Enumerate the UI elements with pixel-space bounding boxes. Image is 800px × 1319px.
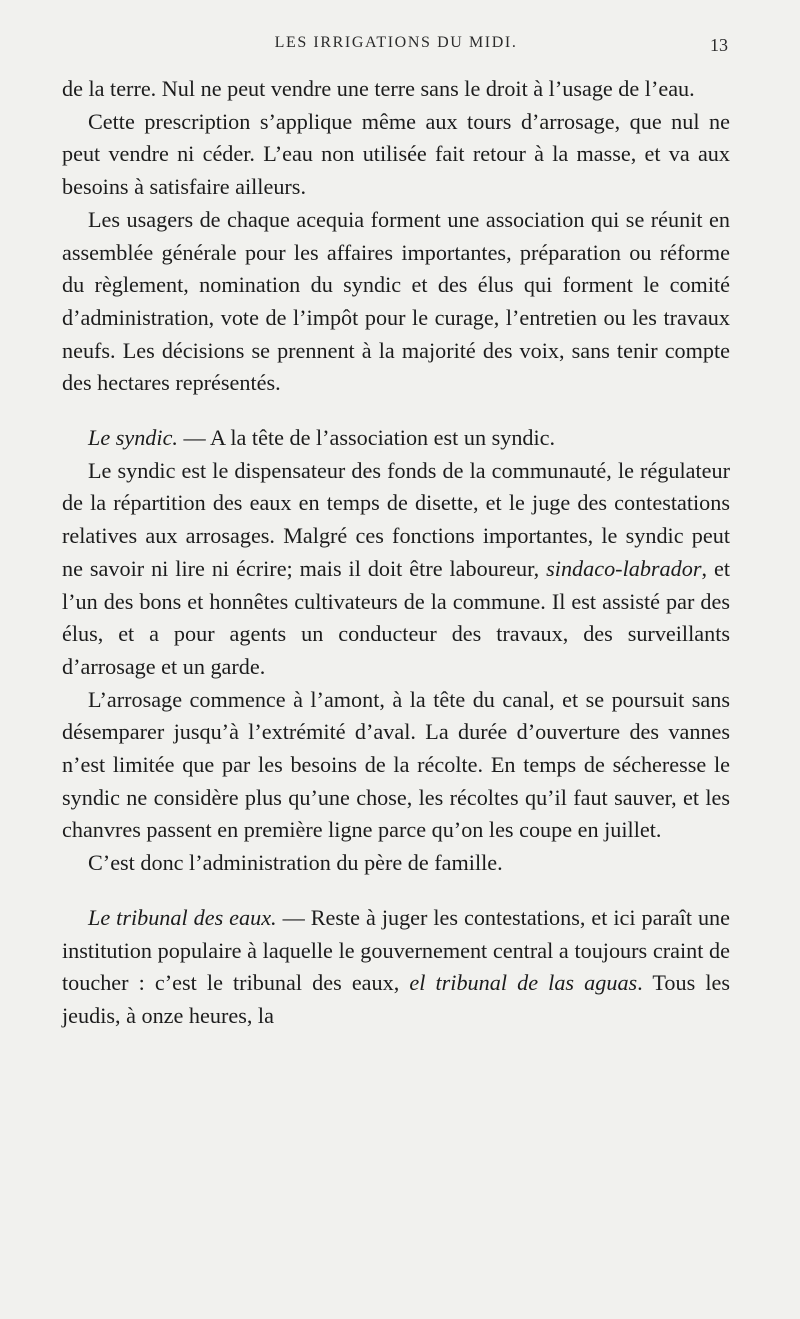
paragraph-text: Le syndic est le dispensateur des fonds de la communauté, le régulateur de la répartition des eaux en temps de disette, et le juge des contestations relatives aux arrosages. Malgré ces fonctions importantes, le syndic peut ne savoir ni lire ni écrire; mais il doit être laboureur, (62, 457, 730, 581)
section-tribunal (62, 902, 730, 1033)
section-syndic-intro (62, 422, 730, 455)
paragraph: de la terre. Nul ne peut vendre une terre sans le droit à l’usage de l’eau. (62, 76, 695, 101)
running-title: LES IRRIGATIONS DU MIDI. (274, 34, 518, 51)
page-body (62, 73, 730, 1033)
italic-term: el tribunal de las aguas (409, 970, 638, 996)
italic-term: sindaco-labrador (546, 555, 702, 581)
paragraph: Cette prescription s’applique même aux tours d’arrosage, que nul ne peut vendre ni céder. L’eau non utilisée fait retour à la masse, et va aux besoins à satisfaire ailleurs. (62, 108, 730, 200)
paragraph: C’est donc l’administration du père de famille. (88, 850, 503, 876)
paragraph-text: . Tous les jeudis, à onze heures, la (62, 970, 731, 1028)
section-intro-text: — A la tête de l’association est un syndic. (177, 425, 556, 451)
section-heading-syndic: Le syndic. (88, 425, 178, 451)
paragraph: Les usagers de chaque acequia forment une association qui se réunit en assemblée générale pour les affaires importantes, préparation ou réforme du règlement, nomination du syndic et des élus qui forment le comité d’administration, vote de l’impôt pour le curage, l’entretien ou les travaux neufs. Les décisions se prennent à la majorité des voix, sans tenir compte des hectares représentés. (62, 206, 730, 396)
page-number: 13 (710, 35, 728, 55)
paragraph-text: — Reste à juger les contestations, et ici paraît une institution populaire à laquelle le gouvernement central a toujours craint de toucher : c’est le tribunal des eaux, (62, 904, 730, 996)
paragraph: L’arrosage commence à l’amont, à la tête du canal, et se poursuit sans désemparer jusqu’à l’extrémité d’aval. La durée d’ouverture des vannes n’est limitée que par les besoins de la récolte. En temps de sécheresse le syndic ne considère plus qu’une chose, les récoltes qu’il faut sauver, et les chanvres passent en première ligne parce qu’on les coupe en juillet. (62, 686, 730, 843)
paragraph (62, 455, 730, 684)
page-header (62, 34, 730, 58)
section-heading-tribunal: Le tribunal des eaux. (88, 904, 277, 930)
paragraph-text: , et l’un des bons et honnêtes cultivateurs de la commune. Il est assisté par des élus, et a pour agents un conducteur des travaux, des surveillants d’arrosage et un garde. (62, 555, 730, 679)
